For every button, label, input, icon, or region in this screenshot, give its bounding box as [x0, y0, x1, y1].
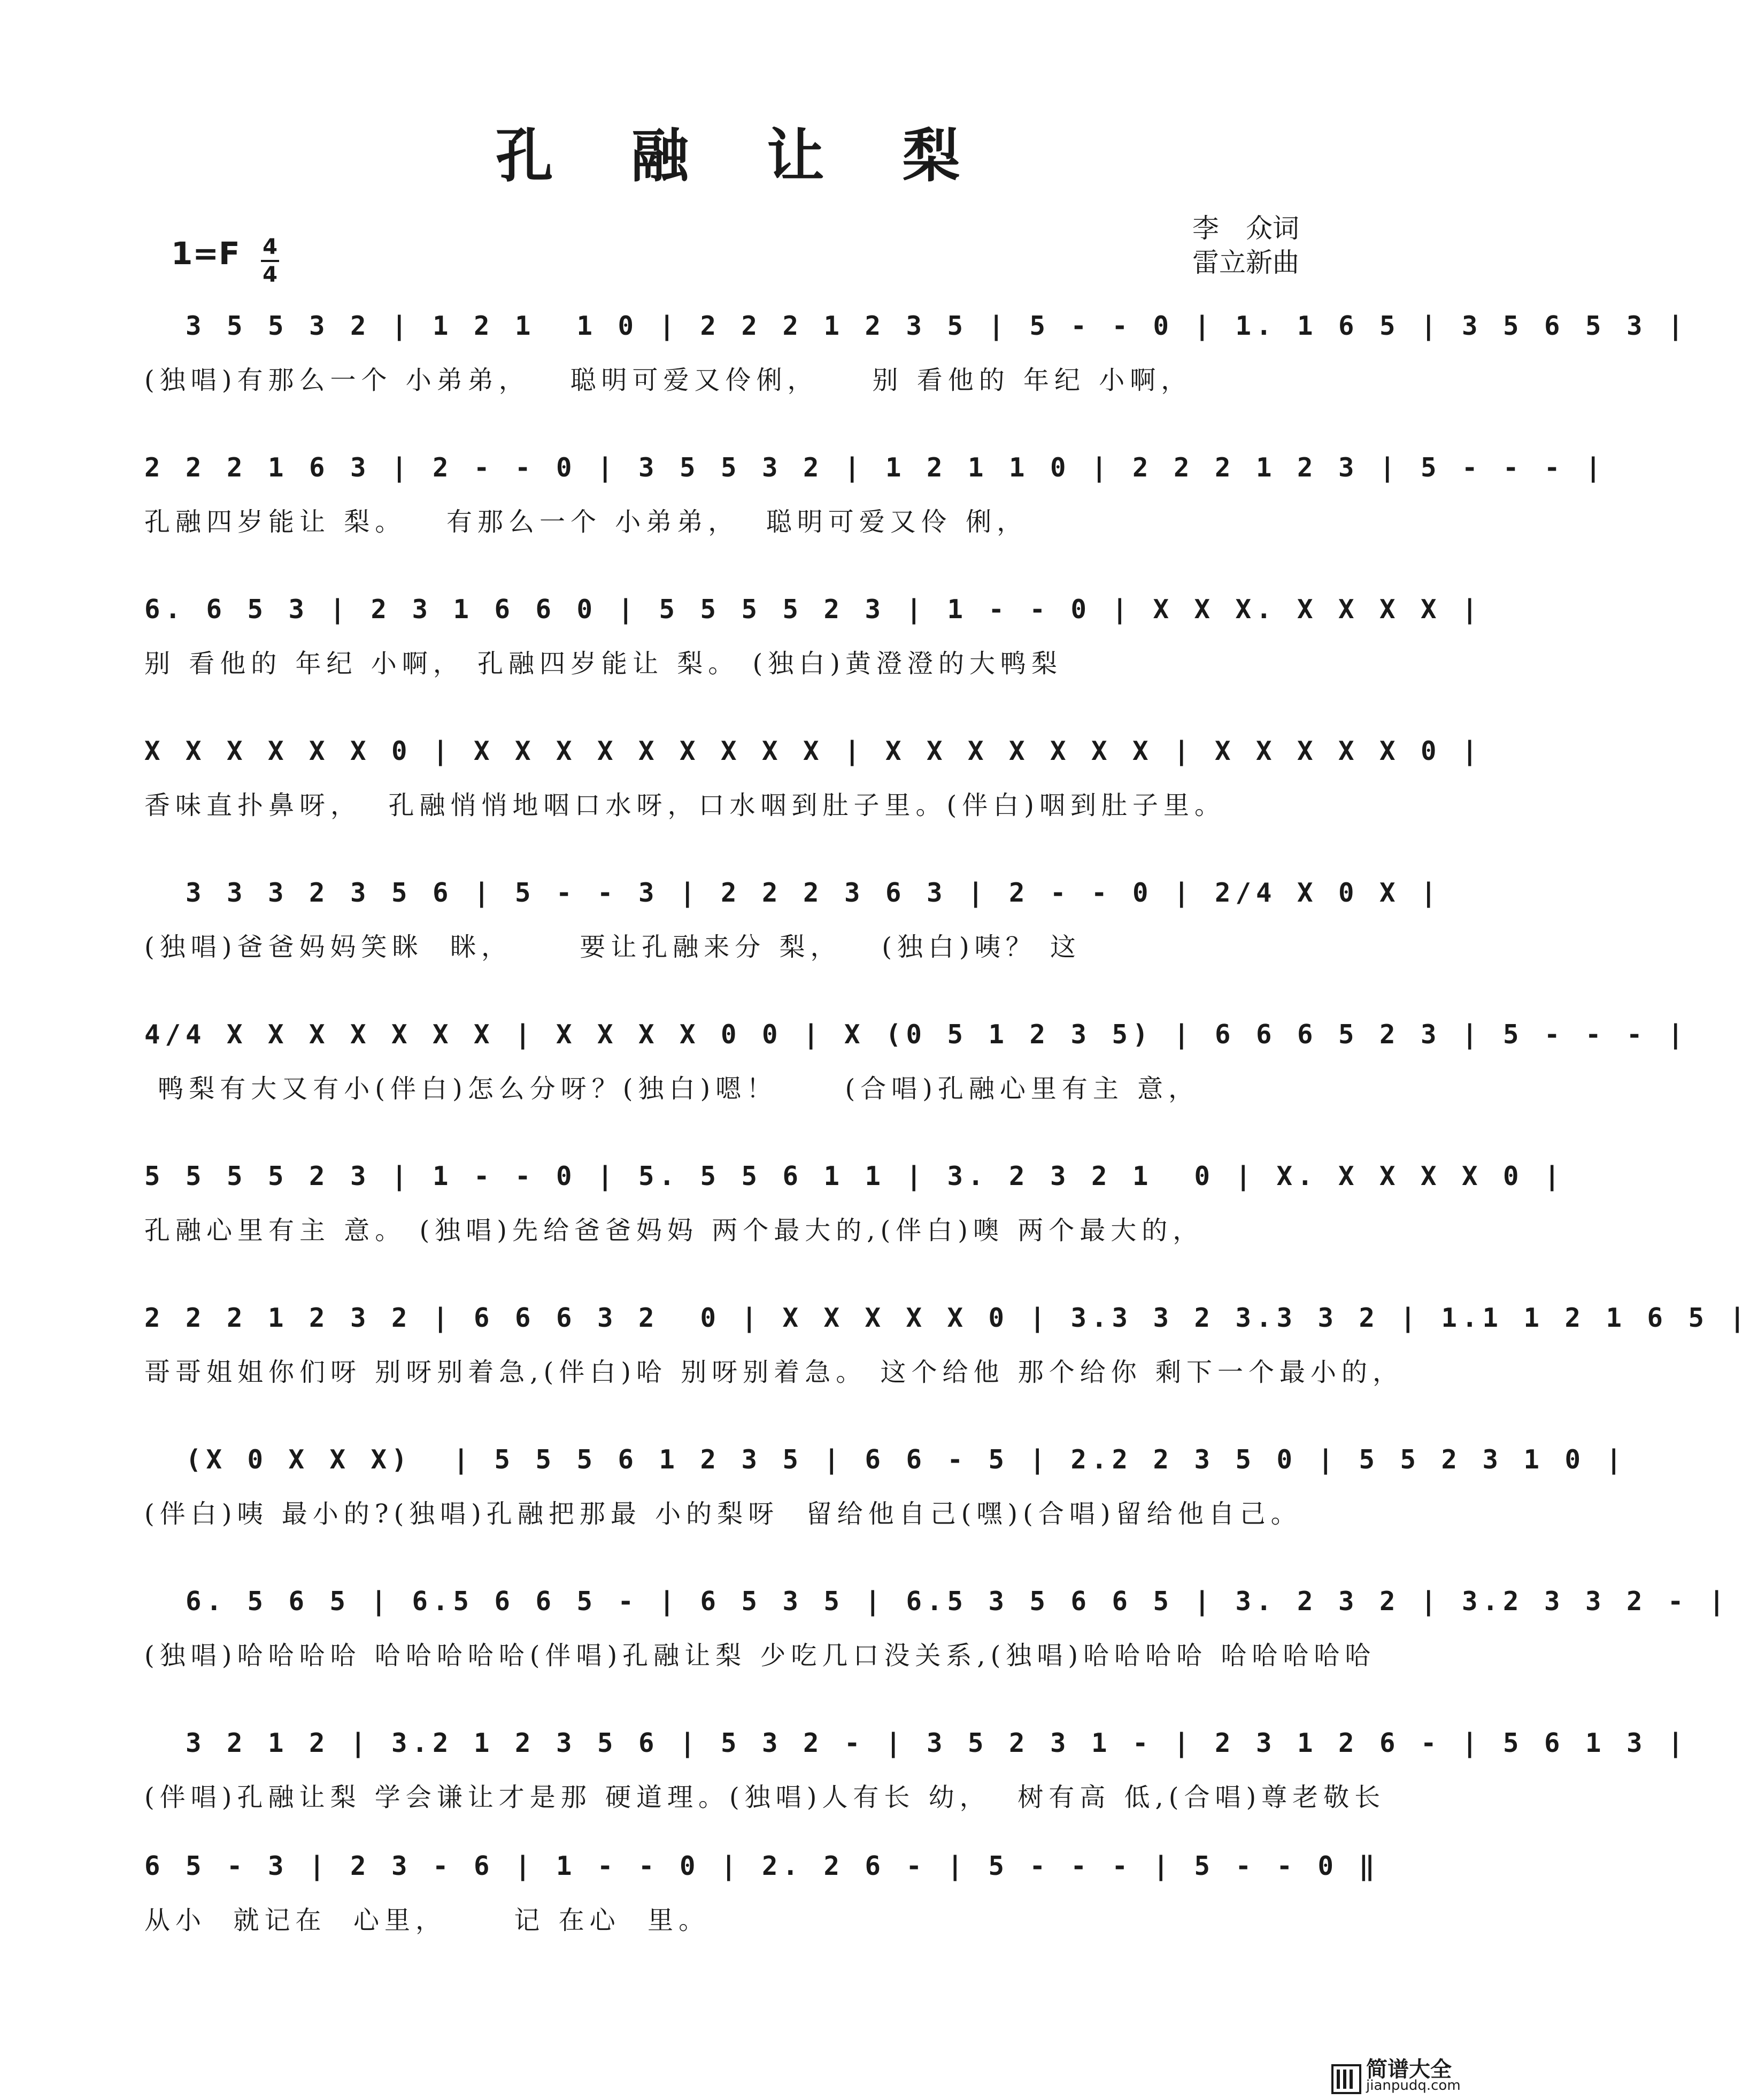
lyrics-row: 香味直扑鼻呀， 孔融悄悄地咽口水呀，口水咽到肚子里。(伴白)咽到肚子里。: [144, 790, 1225, 820]
notation-row: 4/4 X X X X X X X | X X X X 0 0 | X (0 5 1 2 3 5) | 6 6 6 5 2 3 | 5 - - - |: [144, 1019, 1689, 1050]
score-line: [144, 872, 1441, 966]
lyrics-row: 别 看他的 年纪 小啊， 孔融四岁能让 梨。 (独白)黄澄澄的大鸭梨: [144, 649, 1063, 679]
score-line: [144, 588, 1483, 682]
lyrics-row: (独唱)哈哈哈哈 哈哈哈哈哈(伴唱)孔融让梨 少吃几口没关系,(独唱)哈哈哈哈 哈哈哈哈哈: [144, 1641, 1376, 1671]
notation-row: 6 5 - 3 | 2 3 - 6 | 1 - - 0 | 2. 2 6 - | 5 - - - | 5 - - 0 ‖: [144, 1851, 1380, 1881]
song-title: 孔 融 让 梨: [495, 122, 989, 190]
notation-row: 2 2 2 1 2 3 2 | 6 6 6 3 2 0 | X X X X X 0 | 3.3 3 2 3.3 3 2 | 1.1 1 2 1 6 5 |: [144, 1303, 1750, 1333]
piano-logo-icon: [1331, 2064, 1361, 2094]
lyrics-row: 孔融心里有主 意。 (独唱)先给爸爸妈妈 两个最大的,(伴白)噢 两个最大的，: [144, 1216, 1204, 1245]
lyrics-row: (伴白)咦 最小的?(独唱)孔融把那最 小的梨呀 留给他自己(嘿)(合唱)留给他自己。: [144, 1499, 1302, 1529]
key-signature: 1=F: [171, 235, 240, 272]
lyrics-row: 鸭梨有大又有小(伴白)怎么分呀？(独白)嗯！ (合唱)孔融心里有主 意，: [144, 1074, 1200, 1104]
notation-row: 2 2 2 1 6 3 | 2 - - 0 | 3 5 5 3 2 | 1 2 1 1 0 | 2 2 2 1 2 3 | 5 - - - |: [144, 452, 1606, 483]
time-signature-bottom: 4: [261, 260, 279, 288]
score-line: [144, 1013, 1689, 1107]
lyrics-row: 从小 就记在 心里， 记 在心 里。: [144, 1905, 710, 1935]
score-line: [144, 305, 1689, 399]
credits: [1192, 211, 1299, 280]
watermark-domain: jianpudq.com: [1366, 2078, 1461, 2094]
lyrics-row: (伴唱)孔融让梨 学会谦让才是那 硬道理。(独唱)人有长 幼， 树有高 低,(合唱)尊老敬长: [144, 1782, 1386, 1812]
score-line: [144, 1297, 1750, 1391]
score-line: [144, 447, 1606, 541]
notation-row: 6. 6 5 3 | 2 3 1 6 6 0 | 5 5 5 5 2 3 | 1 - - 0 | X X X. X X X X |: [144, 594, 1483, 625]
score-line: [144, 1155, 1565, 1249]
lyricist-credit: 李 众词: [1192, 213, 1299, 244]
notation-row: (X 0 X X X) | 5 5 5 6 1 2 3 5 | 6 6 - 5 | 2.2 2 3 5 0 | 5 5 2 3 1 0 |: [144, 1444, 1627, 1475]
watermark-name: 简谱大全: [1366, 2057, 1452, 2082]
notation-row: 6. 5 6 5 | 6.5 6 6 5 - | 6 5 3 5 | 6.5 3 5 6 6 5 | 3. 2 3 2 | 3.2 3 3 2 - |: [144, 1586, 1730, 1617]
lyrics-row: (独唱)爸爸妈妈笑眯 眯， 要让孔融来分 梨， (独白)咦？ 这: [144, 932, 1082, 962]
notation-row: X X X X X X 0 | X X X X X X X X X | X X X X X X X | X X X X X 0 |: [144, 736, 1483, 766]
score-line: [144, 1845, 1380, 1939]
score-line: [144, 1439, 1627, 1533]
notation-row: 5 5 5 5 2 3 | 1 - - 0 | 5. 5 5 6 1 1 | 3. 2 3 2 1 0 | X. X X X X 0 |: [144, 1161, 1565, 1191]
notation-row: 3 5 5 3 2 | 1 2 1 1 0 | 2 2 2 1 2 3 5 | 5 - - 0 | 1. 1 6 5 | 3 5 6 5 3 |: [144, 311, 1689, 341]
time-signature: [261, 234, 279, 288]
notation-row: 3 3 3 2 3 5 6 | 5 - - 3 | 2 2 2 3 6 3 | 2 - - 0 | 2/4 X 0 X |: [144, 878, 1441, 908]
composer-credit: 雷立新曲: [1192, 247, 1299, 278]
notation-row: 3 2 1 2 | 3.2 1 2 3 5 6 | 5 3 2 - | 3 5 2 3 1 - | 2 3 1 2 6 - | 5 6 1 3 |: [144, 1728, 1689, 1758]
time-signature-top: 4: [263, 235, 277, 259]
score-line: [144, 1722, 1689, 1816]
score-line: [144, 730, 1483, 824]
lyrics-row: (独唱)有那么一个 小弟弟， 聪明可爱又伶俐， 别 看他的 年纪 小啊，: [144, 365, 1192, 395]
site-watermark: [1366, 2057, 1461, 2094]
lyrics-row: 哥哥姐姐你们呀 别呀别着急,(伴白)哈 别呀别着急。 这个给他 那个给你 剩下一个最小的，: [144, 1357, 1404, 1387]
lyrics-row: 孔融四岁能让 梨。 有那么一个 小弟弟， 聪明可爱又伶 俐，: [144, 507, 1028, 537]
score-line: [144, 1580, 1730, 1674]
